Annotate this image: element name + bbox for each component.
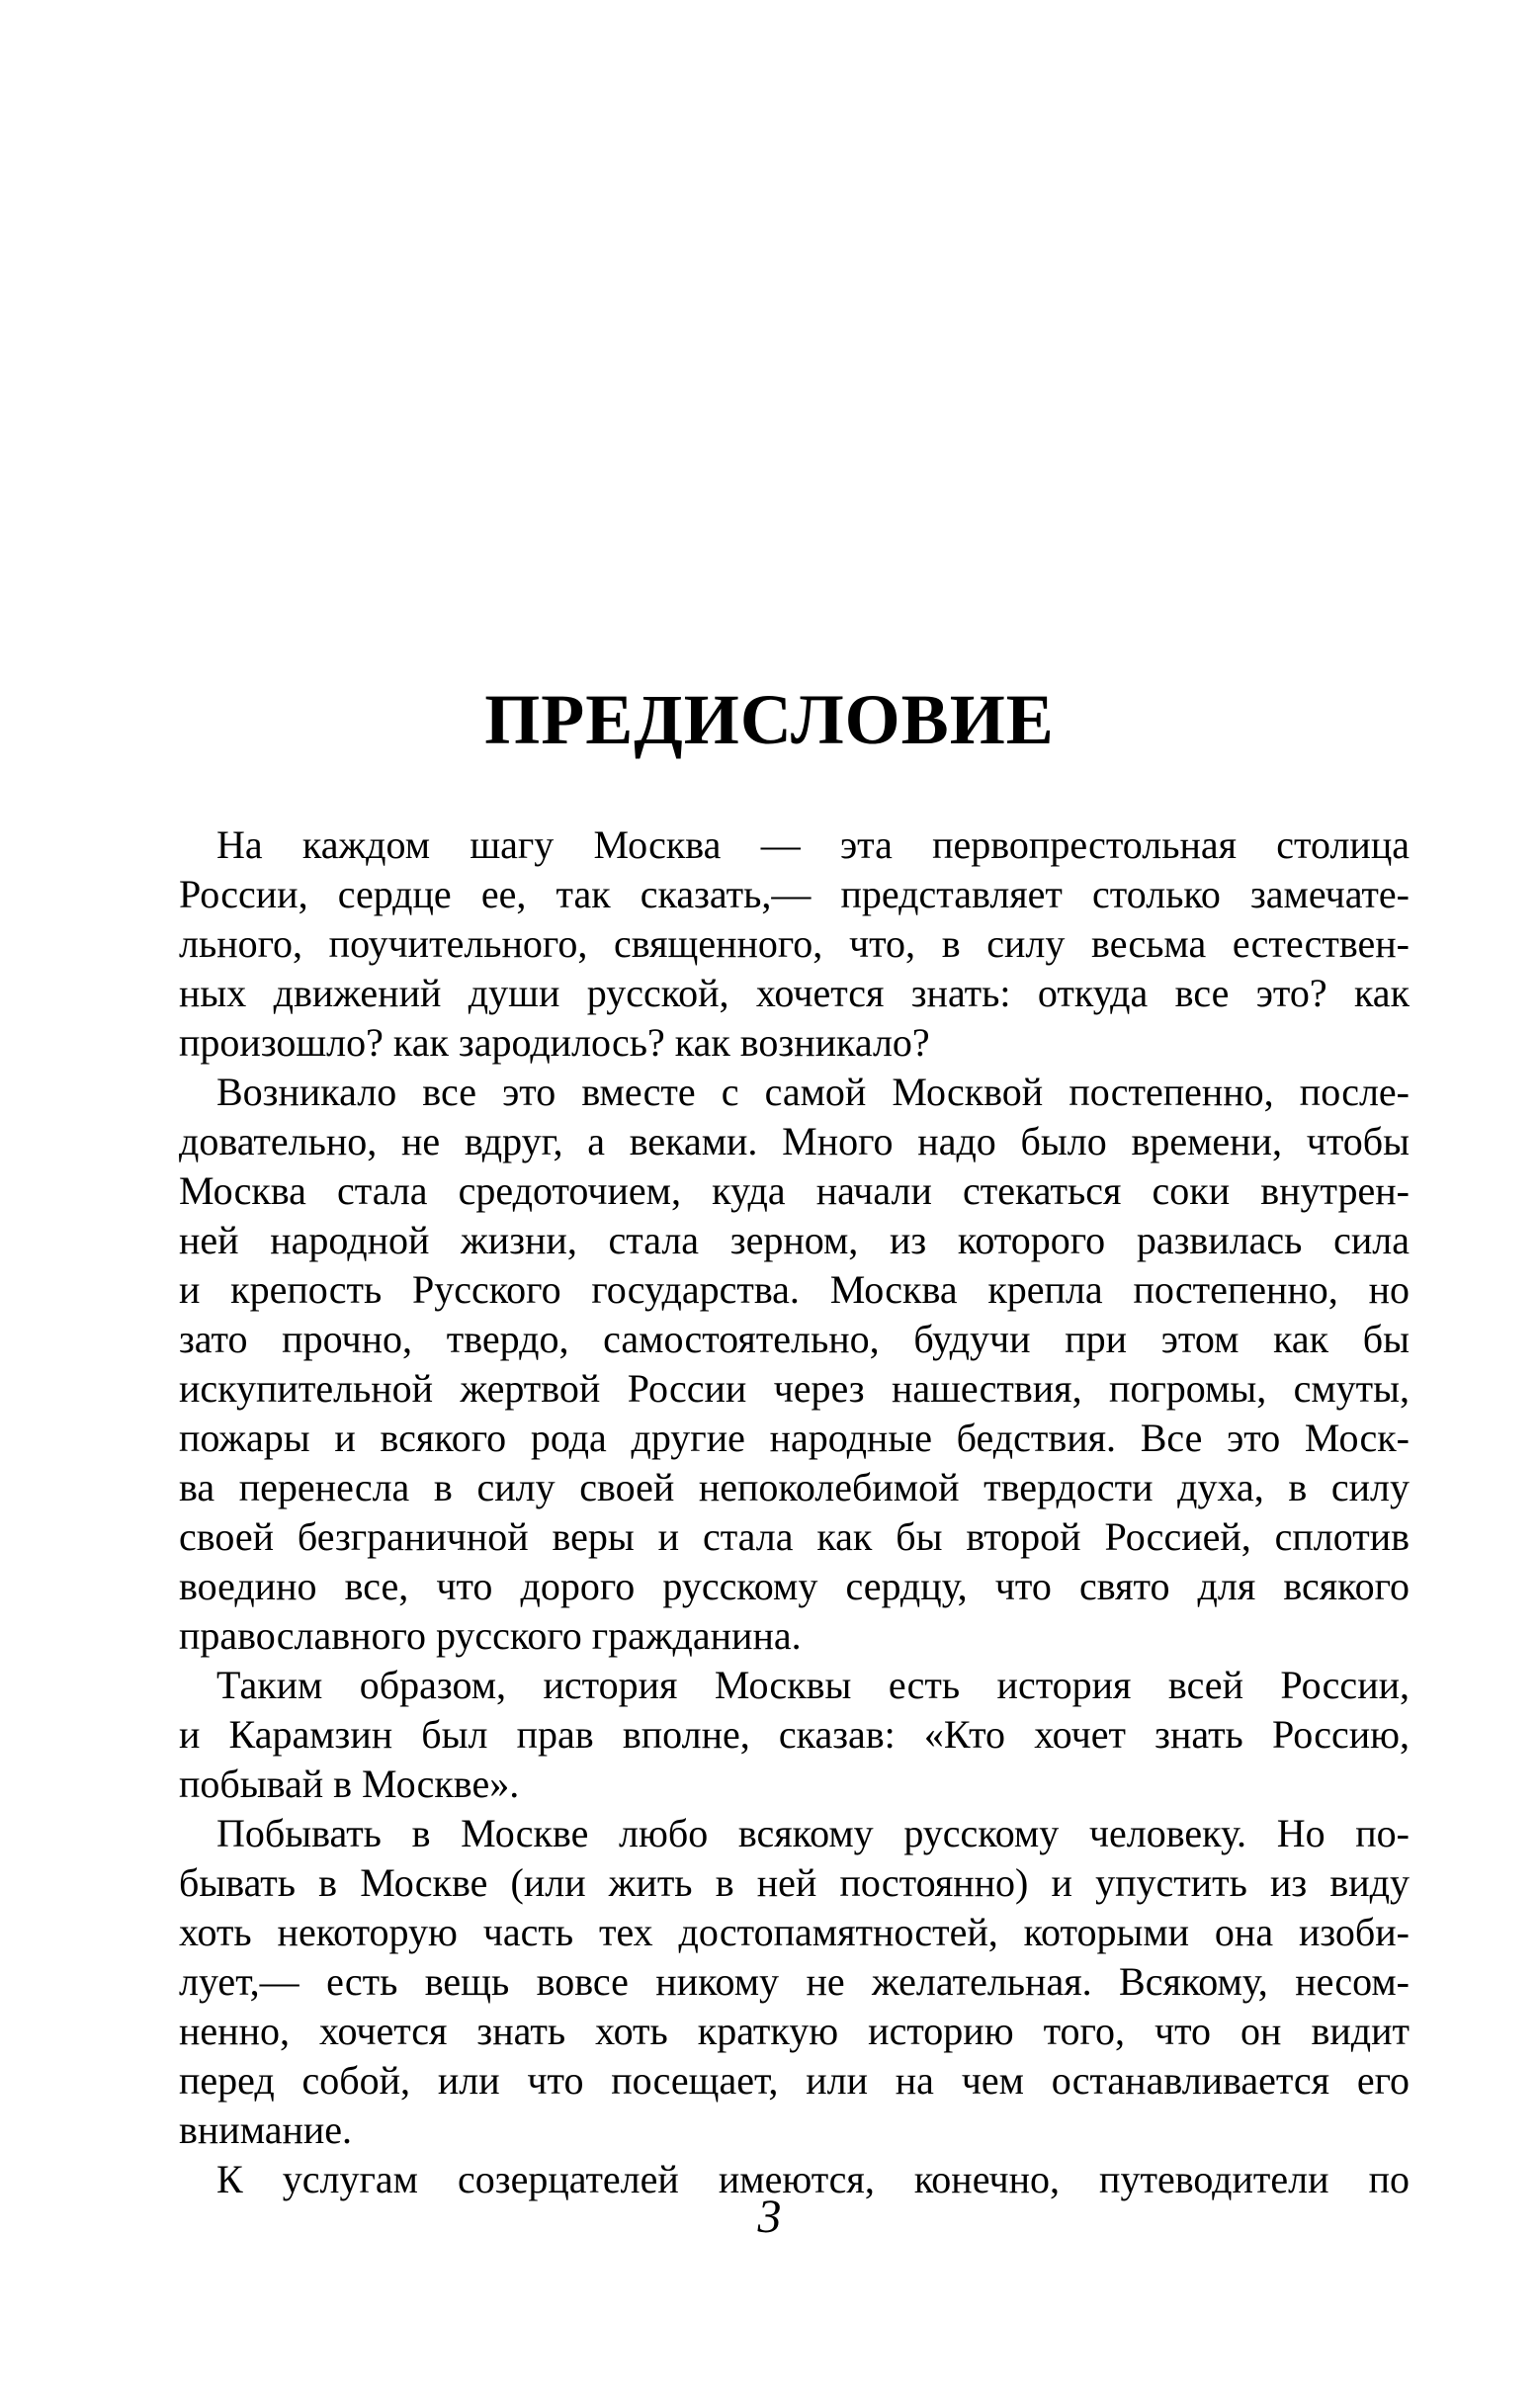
text-line: внимание. — [179, 2107, 353, 2152]
text-line: и крепость Русского государства. Москва крепла постепенно, но — [179, 1267, 1410, 1312]
text-line: православного русского гражданина. — [179, 1613, 802, 1658]
text-line: К услугам созерцателей имеются, конечно, путеводители по — [216, 2157, 1410, 2201]
text-line: Возникало все это вместе с самой Москвой постепенно, после- — [216, 1070, 1410, 1114]
text-line: бывать в Москве (или жить в ней постоянно) и упустить из виду — [179, 1860, 1410, 1905]
text-line: произошло? как зародилось? как возникало? — [179, 1020, 930, 1065]
text-line: и Карамзин был прав вполне, сказав: «Кто хочет знать Россию, — [179, 1712, 1410, 1757]
text-line: ных движений души русской, хочется знать: откуда все это? как — [179, 971, 1410, 1015]
text-line: ней народной жизни, стала зерном, из которого развилась сила — [179, 1218, 1410, 1262]
text-line: ва перенесла в силу своей непоколебимой твердости духа, в силу — [179, 1465, 1410, 1509]
text-line: ненно, хочется знать хоть краткую историю того, что он видит — [179, 2009, 1410, 2053]
text-line: хоть некоторую часть тех достопамятностей, которыми она изоби- — [179, 1910, 1410, 1954]
text-line: льного, поучительного, священного, что, в силу весьма естествен- — [179, 921, 1410, 966]
text-line: лует,— есть вещь вовсе никому не желательная. Всякому, несом- — [179, 1959, 1410, 2004]
text-line: России, сердце ее, так сказать,— представляет столько замечате- — [179, 872, 1410, 916]
text-line: На каждом шагу Москва — эта первопрестольная столица — [216, 822, 1410, 867]
text-line: искупительной жертвой России через нашествия, погромы, смуты, — [179, 1366, 1410, 1411]
text-line: своей безграничной веры и стала как бы второй Россией, сплотив — [179, 1514, 1410, 1559]
text-line: побывай в Москве». — [179, 1762, 520, 1806]
text-line: Таким образом, история Москвы есть история всей России, — [216, 1663, 1410, 1707]
text-line: Москва стала средоточием, куда начали стекаться соки внутрен- — [179, 1168, 1410, 1213]
text-line: пожары и всякого рода другие народные бедствия. Все это Моск- — [179, 1416, 1410, 1460]
body-text — [179, 820, 1410, 2204]
text-line: довательно, не вдруг, а веками. Много надо было времени, чтобы — [179, 1119, 1410, 1163]
text-line: зато прочно, твердо, самостоятельно, будучи при этом как бы — [179, 1317, 1410, 1361]
page-title: ПРЕДИСЛОВИЕ — [484, 680, 1055, 759]
page-number: 3 — [757, 2191, 782, 2243]
text-line: воедино все, что дорого русскому сердцу, что свято для всякого — [179, 1564, 1410, 1608]
text-line: Побывать в Москве любо всякому русскому человеку. Но по- — [216, 1811, 1410, 1855]
text-line: перед собой, или что посещает, или на чем останавливается его — [179, 2058, 1410, 2103]
